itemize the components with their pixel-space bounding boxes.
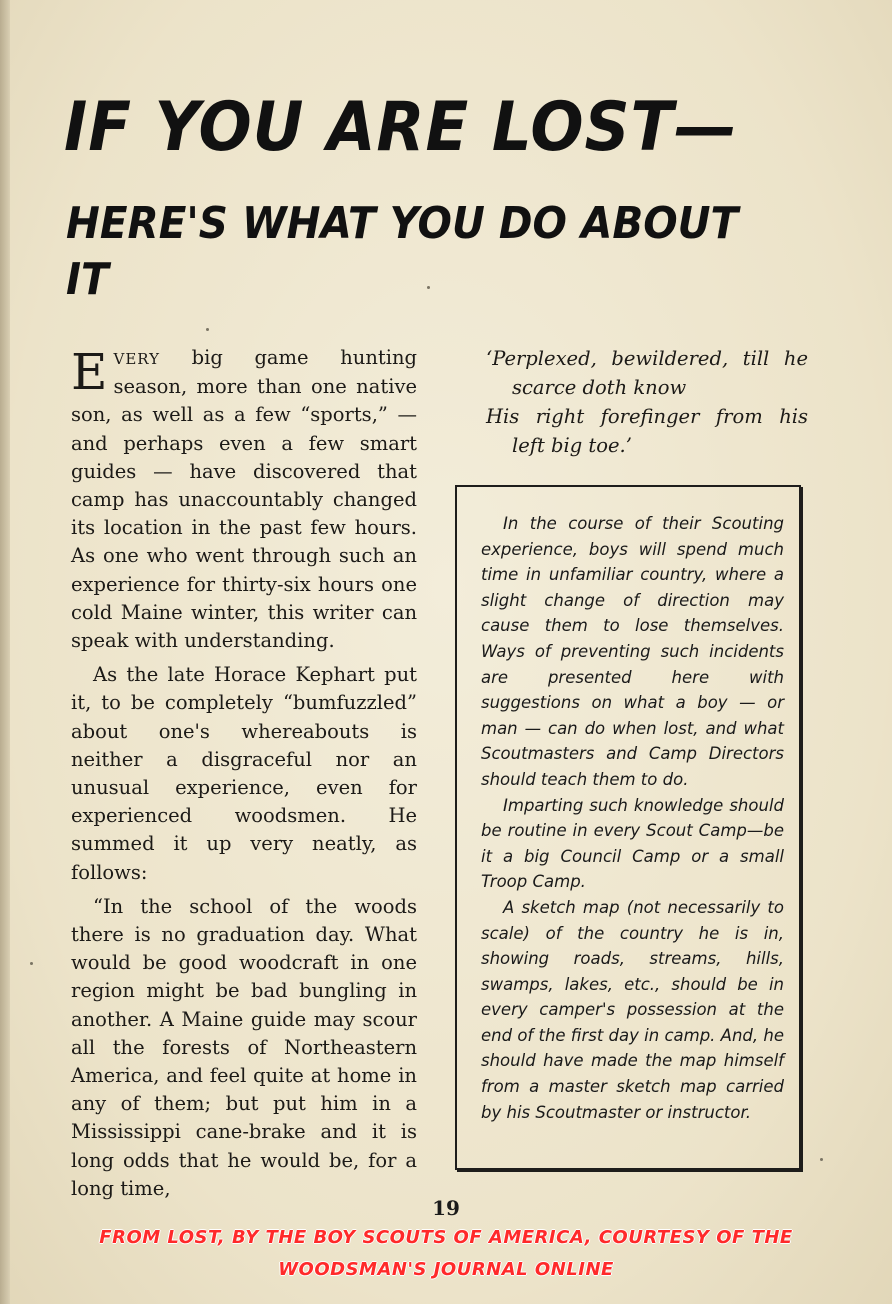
page-subtitle: HERE'S WHAT YOU DO ABOUT IT (66, 198, 739, 305)
small-caps-word: VERY (113, 350, 161, 368)
note-paragraph-2: Imparting such knowledge should be routine in every Scout Camp—be it a big Council Camp or a small Troop Camp. (481, 795, 784, 892)
note-paragraph-3: A sketch map (not necessarily to scale) of the country he is in, showing roads, streams, hills, swamps, lakes, etc., should be in every camper's possession at the end of the first day in camp. And, he should have made the map himself from a master sketch map carried by his Scoutmaster or instructor. (481, 897, 784, 1122)
verse-line-1: ‘Perplexed, bewildered, till he (486, 347, 808, 370)
paragraph-3: “In the school of the woods there is no graduation day. What would be good woodcraft in one region might be bad bungling in another. A Maine guide may scour all the forests of Northeastern America, and feel quite at home in any of them; but put him in a Mississippi cane-brake and it is long odds that he would be, for a long time, (71, 894, 417, 1200)
paragraph-1 (71, 344, 417, 655)
credit-watermark (60, 1222, 832, 1286)
page-title: IF YOU ARE LOST— (64, 88, 738, 167)
verse-line-4: left big toe.’ (512, 434, 632, 457)
paper-speck (206, 328, 209, 331)
paragraph-1-text: big game hunting season, more than one native son, as well as a few “sports,” — and perhaps even a few smart guides — have discovered that camp has unaccountably changed its location in the past few hours. As one who went through such an experience for thirty-six hours one cold Maine winter, this writer can speak with understanding. (71, 346, 417, 653)
left-column (71, 344, 417, 1203)
page-spine-shadow (0, 0, 10, 1304)
verse-line-2: scarce doth know (512, 376, 687, 399)
paper-speck (427, 286, 430, 289)
page-number: 19 (432, 1196, 460, 1220)
note-paragraph-1: In the course of their Scouting experience, boys will spend much time in unfamiliar country, where a slight change of direction may cause them to lose themselves. Ways of preventing such incidents are presented here with suggestions on what a boy — or man — can do when lost, and what Scoutmasters and Camp Directors should teach them to do. (481, 514, 784, 789)
drop-cap: E (71, 343, 108, 401)
editorial-note-box (455, 485, 801, 1170)
verse-line-3: His right forefinger from his (486, 405, 808, 428)
credit-line-1: FROM LOST, BY THE BOY SCOUTS OF AMERICA, COURTESY OF THE (99, 1227, 793, 1248)
paragraph-2: As the late Horace Kephart put it, to be completely “bumfuzzled” about one's whereabouts is neither a disgraceful nor an unusual experience, even for experienced woodsmen. He summed it up very neatly, as follows: (71, 663, 417, 884)
editorial-note-text (481, 511, 784, 1125)
credit-line-2: WOODSMAN'S JOURNAL ONLINE (278, 1259, 614, 1280)
paper-speck (30, 962, 33, 965)
paper-speck (820, 1158, 823, 1161)
verse-quote (486, 344, 808, 460)
